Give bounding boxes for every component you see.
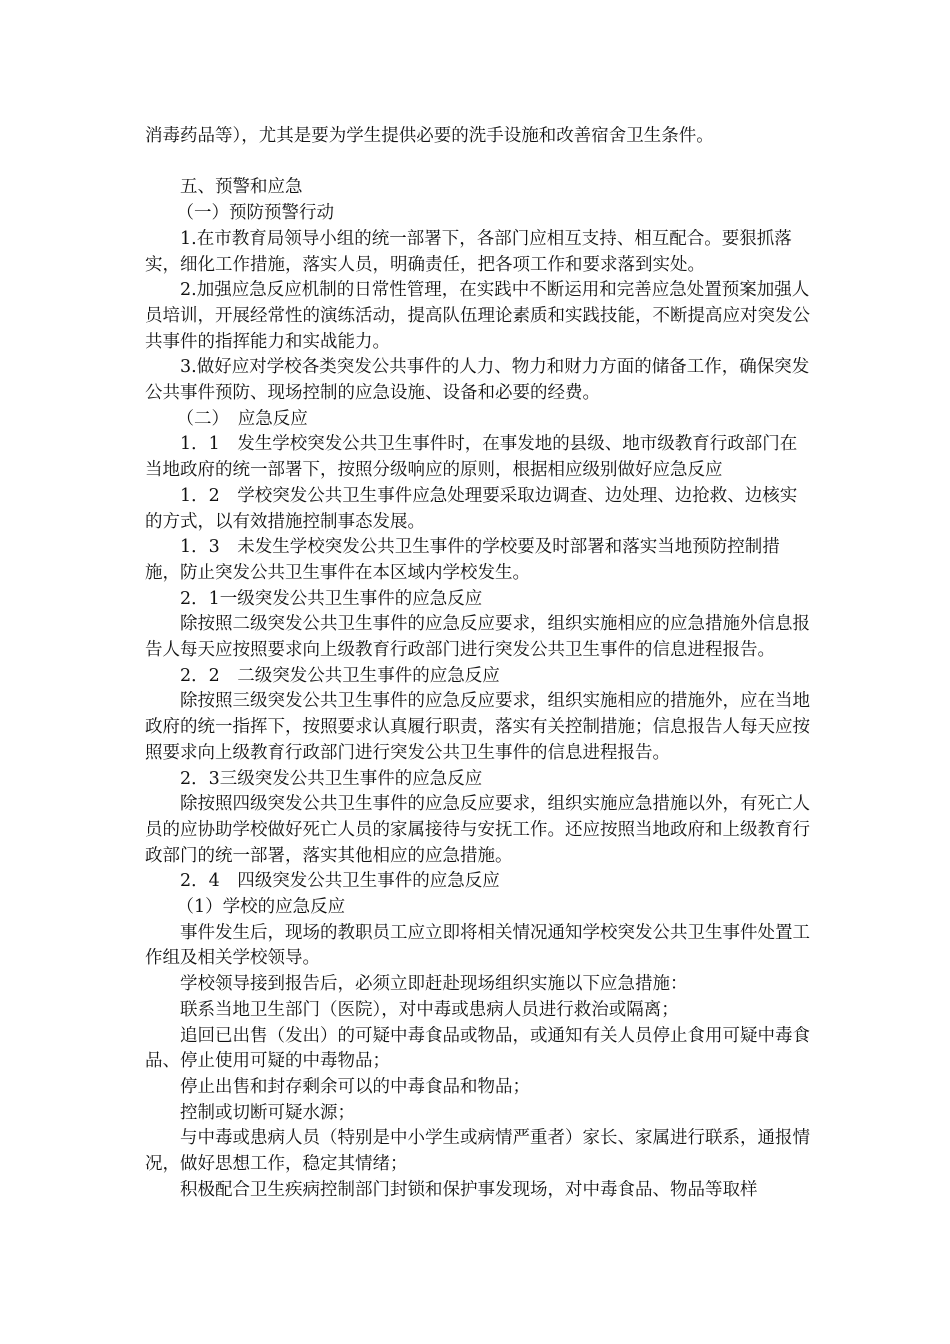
paragraph: 控制或切断可疑水源； bbox=[180, 1102, 355, 1123]
paragraph: 3.做好应对学校各类突发公共事件的人力、物力和财力方面的储备工作，确保突发公共事件预防、现场控制的应急设施、设备和必要的经费。 bbox=[145, 357, 810, 404]
paragraph: 除按照三级突发公共卫生事件的应急反应要求，组织实施相应的措施外，应在当地政府的统一指挥下，按照要求认真履行职责，落实有关控制措施；信息报告人每天应按照要求向上级教育行政部门进行突发公共卫生事件的信息进程报告。 bbox=[145, 691, 810, 763]
paragraph: 1．2 学校突发公共卫生事件应急处理要采取边调查、边处理、边抢救、边核实的方式，以有效措施控制事态发展。 bbox=[145, 485, 798, 532]
item-subheading: （1）学校的应急反应 bbox=[176, 897, 346, 918]
item-heading: 2．4 四级突发公共卫生事件的应急反应 bbox=[180, 871, 500, 892]
paragraph: 除按照二级突发公共卫生事件的应急反应要求，组织实施相应的应急措施外信息报告人每天应按照要求向上级教育行政部门进行突发公共卫生事件的信息进程报告。 bbox=[145, 614, 810, 661]
subsection-heading-response: （二） 应急反应 bbox=[176, 408, 308, 429]
item-heading: 2．3三级突发公共卫生事件的应急反应 bbox=[180, 768, 483, 789]
paragraph: 学校领导接到报告后，必须立即赶赴现场组织实施以下应急措施： bbox=[180, 974, 688, 995]
paragraph: 联系当地卫生部门（医院），对中毒或患病人员进行救治或隔离； bbox=[180, 999, 679, 1020]
paragraph: 除按照四级突发公共卫生事件的应急反应要求，组织实施应急措施以外，有死亡人员的应协助学校做好死亡人员的家属接待与安抚工作。还应按照当地政府和上级教育行政部门的统一部署，落实其他相应的应急措施。 bbox=[145, 794, 810, 866]
paragraph: 事件发生后，现场的教职员工应立即将相关情况通知学校突发公共卫生事件处置工作组及相关学校领导。 bbox=[145, 922, 810, 969]
paragraph: 追回已出售（发出）的可疑中毒食品或物品，或通知有关人员停止食用可疑中毒食品、停止使用可疑的中毒物品； bbox=[145, 1025, 810, 1072]
paragraph: 与中毒或患病人员（特别是中小学生或病情严重者）家长、家属进行联系，通报情况，做好思想工作，稳定其情绪； bbox=[145, 1128, 810, 1175]
paragraph: 1.在市教育局领导小组的统一部署下，各部门应相互支持、相互配合。要狠抓落实，细化工作措施，落实人员，明确责任，把各项工作和要求落到实处。 bbox=[145, 228, 792, 275]
subsection-heading-prevention: （一）预防预警行动 bbox=[176, 203, 334, 224]
item-heading: 2．2 二级突发公共卫生事件的应急反应 bbox=[180, 665, 500, 686]
section-heading-warning-emergency: 五、预警和应急 bbox=[180, 177, 303, 198]
paragraph: 积极配合卫生疾病控制部门封锁和保护事发现场，对中毒食品、物品等取样 bbox=[180, 1179, 758, 1200]
item-heading: 2．1一级突发公共卫生事件的应急反应 bbox=[180, 588, 483, 609]
document-body bbox=[145, 124, 810, 1204]
paragraph: 2.加强应急反应机制的日常性管理，在实践中不断运用和完善应急处置预案加强人员培训，开展经常性的演练活动，提高队伍理论素质和实践技能，不断提高应对突发公共事件的指挥能力和实战能力。 bbox=[145, 280, 810, 352]
paragraph: 1．1 发生学校突发公共卫生事件时，在事发地的县级、地市级教育行政部门在当地政府的统一部署下，按照分级响应的原则，根据相应级别做好应急反应 bbox=[145, 434, 798, 481]
paragraph-continuation: 消毒药品等），尤其是要为学生提供必要的洗手设施和改善宿舍卫生条件。 bbox=[145, 126, 714, 146]
paragraph: 停止出售和封存剩余可以的中毒食品和物品； bbox=[180, 1077, 530, 1097]
paragraph: 1．3 未发生学校突发公共卫生事件的学校要及时部署和落实当地预防控制措施，防止突发公共卫生事件在本区域内学校发生。 bbox=[145, 537, 780, 583]
